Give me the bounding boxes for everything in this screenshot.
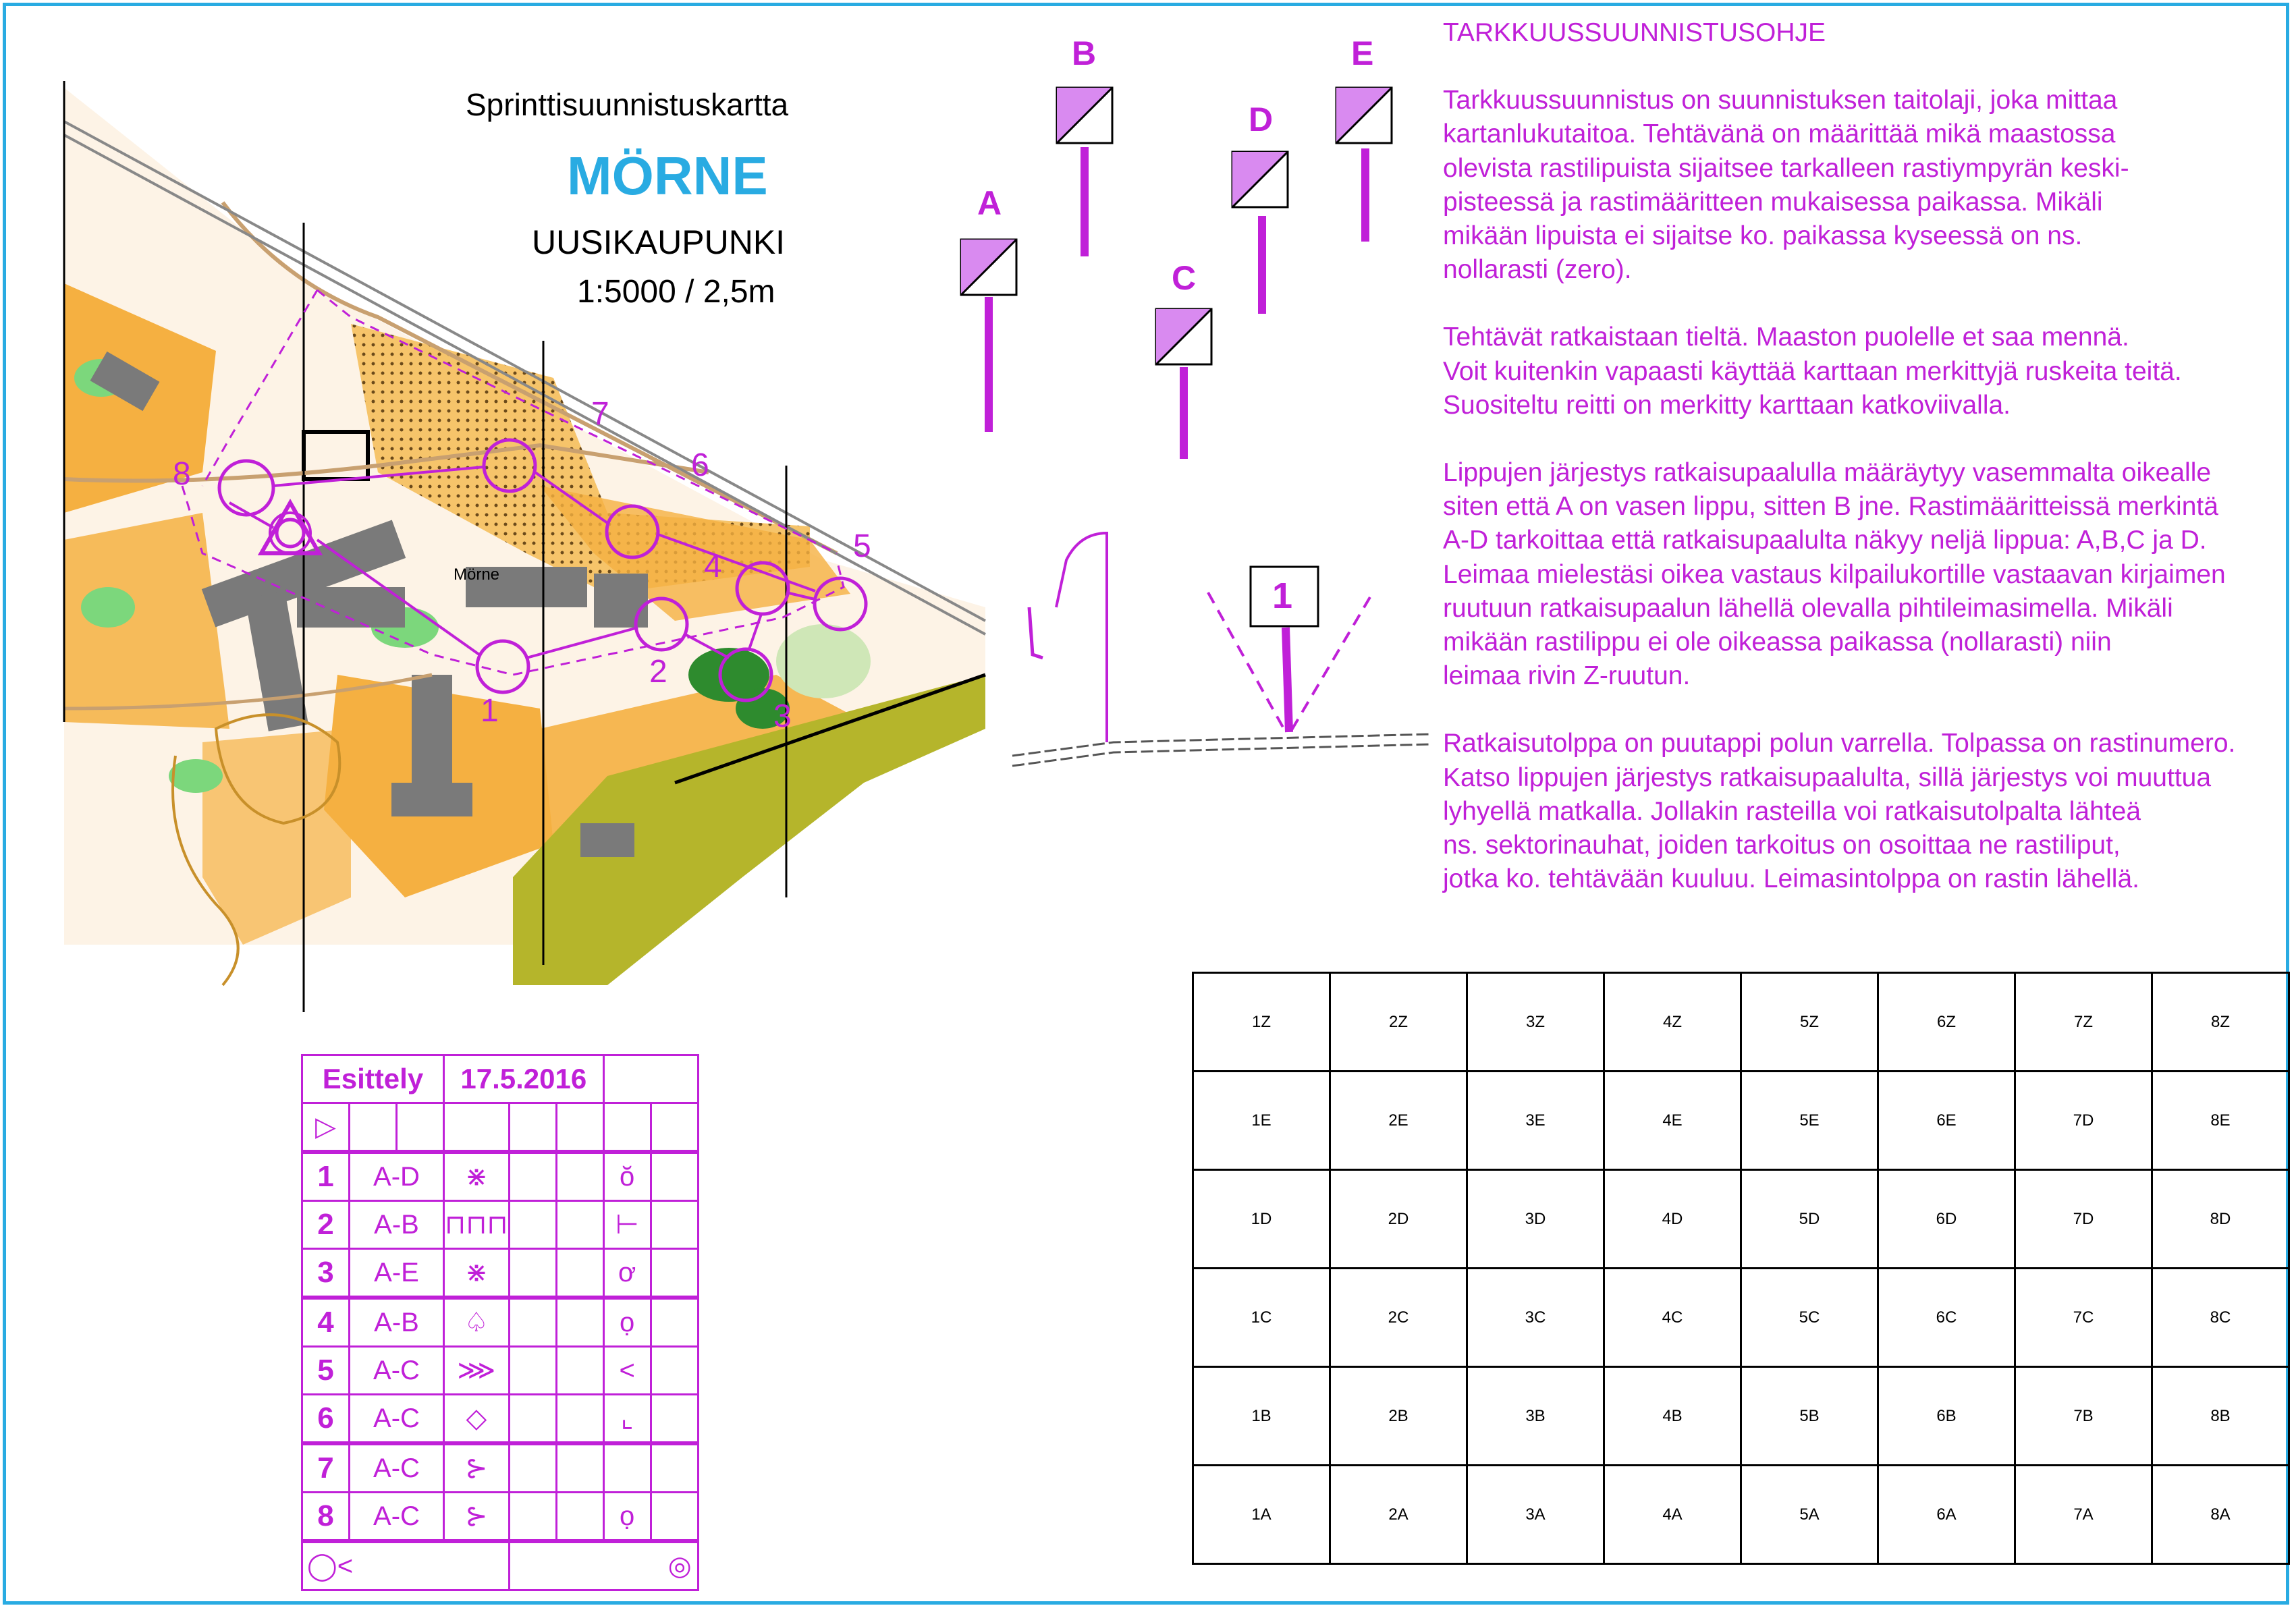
desc-event-name: Esittely bbox=[302, 1055, 444, 1103]
desc-feature-icon: ⊓⊓⊓ bbox=[444, 1201, 510, 1249]
answer-cell[interactable]: 3B bbox=[1467, 1367, 1604, 1466]
answer-cell[interactable]: 1C bbox=[1193, 1269, 1330, 1367]
desc-detail-icon: ⌞ bbox=[603, 1395, 651, 1444]
answer-cell[interactable]: 3C bbox=[1467, 1269, 1604, 1367]
answer-cell[interactable]: 6D bbox=[1878, 1170, 2015, 1269]
instructions-para-3: Lippujen järjestys ratkaisupaalulla määräytyy vasemmalta oikealle siten että A on vasen lippu, sitten B jne. Rastimääritteissä merkintä A-D tarkoittaa että ratkaisupaalulta näkyy neljä lippua: A,B,C ja D. Leimaa mielestäsi oikea vastaus kilpailukortille vastaavan kirjaimen ruutuun ratkaisupaalun lähellä olevalla pihtileimasimella. Mikäli mikään rastilippu ei ole oikeassa paikassa (nollarasti) niin leimaa rivin Z-ruutun. bbox=[1443, 458, 2226, 691]
answer-cell[interactable]: 1B bbox=[1193, 1367, 1330, 1466]
control-number-6: 6 bbox=[691, 447, 709, 483]
desc-control-number: 5 bbox=[302, 1347, 350, 1395]
desc-detail-icon: ọ bbox=[603, 1493, 651, 1542]
answer-cell[interactable]: 6A bbox=[1878, 1466, 2015, 1564]
answer-cell[interactable]: 2A bbox=[1330, 1466, 1467, 1564]
answer-cell[interactable]: 5B bbox=[1741, 1367, 1878, 1466]
answer-cell[interactable]: 6E bbox=[1878, 1072, 2015, 1170]
answer-cell[interactable]: 5A bbox=[1741, 1466, 1878, 1564]
map-terrain bbox=[64, 81, 985, 1012]
desc-feature-icon: ⊱ bbox=[444, 1493, 510, 1542]
answer-cell[interactable]: 8E bbox=[2152, 1072, 2289, 1170]
answer-row bbox=[1193, 1466, 2289, 1564]
desc-date: 17.5.2016 bbox=[444, 1055, 604, 1103]
answer-cell[interactable]: 4C bbox=[1604, 1269, 1741, 1367]
desc-detail-icon: ŏ bbox=[603, 1152, 651, 1201]
answer-cell[interactable]: 5C bbox=[1741, 1269, 1878, 1367]
answer-cell[interactable]: 1E bbox=[1193, 1072, 1330, 1170]
desc-feature-icon: ♤ bbox=[444, 1298, 510, 1347]
desc-detail-icon: < bbox=[603, 1347, 651, 1395]
answer-cell[interactable]: 4E bbox=[1604, 1072, 1741, 1170]
instructions-para-4: Ratkaisutolppa on puutappi polun varrella. Tolpassa on rastinumero. Katso lippujen järjestys ratkaisupaalulta, sillä järjestys voi muuttua lyhyellä matkalla. Jollakin rasteilla voi ratkaisutolpalta lähteä ns. sektorinauhat, joiden tarkoitus on osoittaa ne rastiliput, jotka ko. tehtävään kuuluu. Leimasintolppa on rastin lähellä. bbox=[1443, 729, 2236, 894]
answer-cell[interactable]: 4Z bbox=[1604, 973, 1741, 1072]
control-post-sector bbox=[1012, 533, 1431, 766]
desc-start-row bbox=[302, 1103, 699, 1153]
desc-control-row bbox=[302, 1201, 699, 1249]
answer-cell[interactable]: 1D bbox=[1193, 1170, 1330, 1269]
answer-cell[interactable]: 4A bbox=[1604, 1466, 1741, 1564]
answer-cell[interactable]: 1Z bbox=[1193, 973, 1330, 1072]
flags-diagram bbox=[961, 88, 1431, 766]
desc-flags-range: A-E bbox=[350, 1249, 444, 1298]
answer-cell[interactable]: 8C bbox=[2152, 1269, 2289, 1367]
control-number-8: 8 bbox=[173, 456, 191, 492]
answer-cell[interactable]: 4B bbox=[1604, 1367, 1741, 1466]
finish-right-icon: ◎ bbox=[509, 1541, 698, 1590]
desc-control-number: 1 bbox=[302, 1152, 350, 1201]
instructions-heading: TARKKUUSSUUNNISTUSOHJE bbox=[1443, 18, 1826, 47]
desc-finish-row bbox=[302, 1541, 699, 1590]
desc-feature-icon: ⊱ bbox=[444, 1443, 510, 1493]
desc-feature-icon: ⋇ bbox=[444, 1249, 510, 1298]
desc-control-row bbox=[302, 1395, 699, 1444]
answer-cell[interactable]: 8Z bbox=[2152, 973, 2289, 1072]
answer-cell[interactable]: 6B bbox=[1878, 1367, 2015, 1466]
map-subtitle: Sprinttisuunnistuskartta bbox=[466, 87, 789, 122]
answer-card-grid bbox=[1192, 972, 2290, 1565]
answer-row bbox=[1193, 973, 2289, 1072]
answer-cell[interactable]: 4D bbox=[1604, 1170, 1741, 1269]
control-number-3: 3 bbox=[773, 698, 792, 734]
answer-cell[interactable]: 1A bbox=[1193, 1466, 1330, 1564]
map-scale: 1:5000 / 2,5m bbox=[577, 274, 775, 310]
flag-e bbox=[1336, 88, 1392, 242]
desc-detail-icon: ⊢ bbox=[603, 1201, 651, 1249]
desc-control-number: 7 bbox=[302, 1443, 350, 1493]
instructions bbox=[1443, 16, 2287, 930]
desc-flags-range: A-C bbox=[350, 1443, 444, 1493]
control-number-1: 1 bbox=[481, 693, 499, 729]
desc-flags-range: A-B bbox=[350, 1298, 444, 1347]
answer-row bbox=[1193, 1170, 2289, 1269]
control-descriptions bbox=[301, 1054, 699, 1591]
answer-cell[interactable]: 6Z bbox=[1878, 973, 2015, 1072]
map-name: MÖRNE bbox=[567, 146, 768, 206]
flag-c bbox=[1156, 309, 1211, 459]
answer-cell[interactable]: 8B bbox=[2152, 1367, 2289, 1466]
desc-control-row bbox=[302, 1493, 699, 1542]
answer-cell[interactable]: 7C bbox=[2015, 1269, 2152, 1367]
desc-flags-range: A-B bbox=[350, 1201, 444, 1249]
desc-header-row bbox=[302, 1055, 699, 1103]
answer-cell[interactable]: 5E bbox=[1741, 1072, 1878, 1170]
answer-cell[interactable]: 2E bbox=[1330, 1072, 1467, 1170]
desc-detail-icon: ọ bbox=[603, 1298, 651, 1347]
control-number-7: 7 bbox=[591, 396, 609, 432]
map-town: UUSIKAUPUNKI bbox=[532, 223, 786, 261]
desc-feature-icon: ⋙ bbox=[444, 1347, 510, 1395]
answer-row bbox=[1193, 1269, 2289, 1367]
desc-control-number: 2 bbox=[302, 1201, 350, 1249]
answer-cell[interactable]: 7D bbox=[2015, 1170, 2152, 1269]
desc-flags-range: A-C bbox=[350, 1347, 444, 1395]
answer-cell[interactable]: 3E bbox=[1467, 1072, 1604, 1170]
answer-cell[interactable]: 6C bbox=[1878, 1269, 2015, 1367]
flag-letter-c: C bbox=[1172, 259, 1197, 297]
control-number-4: 4 bbox=[704, 549, 722, 584]
desc-detail-icon bbox=[603, 1443, 651, 1493]
desc-control-row bbox=[302, 1249, 699, 1298]
flag-letter-d: D bbox=[1249, 101, 1274, 138]
control-post-number: 1 bbox=[1272, 576, 1293, 616]
answer-cell[interactable]: 2D bbox=[1330, 1170, 1467, 1269]
desc-control-number: 4 bbox=[302, 1298, 350, 1347]
desc-feature-icon: ⋇ bbox=[444, 1152, 510, 1201]
answer-cell[interactable]: 7A bbox=[2015, 1466, 2152, 1564]
flag-a bbox=[961, 240, 1016, 432]
flag-d bbox=[1232, 152, 1288, 314]
answer-cell[interactable]: 5Z bbox=[1741, 973, 1878, 1072]
answer-cell[interactable]: 7Z bbox=[2015, 973, 2152, 1072]
answer-row bbox=[1193, 1367, 2289, 1466]
flag-letter-b: B bbox=[1072, 34, 1097, 72]
desc-control-row bbox=[302, 1443, 699, 1493]
answer-cell[interactable]: 2C bbox=[1330, 1269, 1467, 1367]
answer-cell[interactable]: 3A bbox=[1467, 1466, 1604, 1564]
answer-cell[interactable]: 5D bbox=[1741, 1170, 1878, 1269]
answer-cell[interactable]: 2Z bbox=[1330, 973, 1467, 1072]
instructions-para-2: Tehtävät ratkaistaan tieltä. Maaston puolelle et saa mennä. Voit kuitenkin vapaasti käyttää karttaan merkittyjä ruskeita teitä. Suositeltu reitti on merkitty karttaan katkoviivalla. bbox=[1443, 323, 2182, 420]
answer-cell[interactable]: 3Z bbox=[1467, 973, 1604, 1072]
desc-control-row bbox=[302, 1298, 699, 1347]
desc-detail-icon: ơ bbox=[603, 1249, 651, 1298]
desc-flags-range: A-D bbox=[350, 1152, 444, 1201]
answer-cell[interactable]: 7D bbox=[2015, 1072, 2152, 1170]
answer-row bbox=[1193, 1072, 2289, 1170]
desc-control-number: 8 bbox=[302, 1493, 350, 1542]
desc-control-row bbox=[302, 1152, 699, 1201]
control-number-2: 2 bbox=[649, 654, 667, 690]
place-label: Mörne bbox=[454, 565, 500, 584]
desc-flags-range: A-C bbox=[350, 1395, 444, 1444]
desc-flags-range: A-C bbox=[350, 1493, 444, 1542]
control-number-5: 5 bbox=[853, 528, 871, 564]
desc-control-number: 3 bbox=[302, 1249, 350, 1298]
finish-left-icon: ◯< bbox=[302, 1541, 510, 1590]
desc-control-row bbox=[302, 1347, 699, 1395]
answer-cell[interactable]: 7B bbox=[2015, 1367, 2152, 1466]
answer-cell[interactable]: 2B bbox=[1330, 1367, 1467, 1466]
answer-cell[interactable]: 8A bbox=[2152, 1466, 2289, 1564]
flag-letter-a: A bbox=[977, 184, 1002, 222]
answer-cell[interactable]: 3D bbox=[1467, 1170, 1604, 1269]
start-symbol-icon: ▷ bbox=[302, 1103, 350, 1153]
flag-b bbox=[1057, 88, 1112, 256]
answer-cell[interactable]: 8D bbox=[2152, 1170, 2289, 1269]
instructions-para-1: Tarkkuussuunnistus on suunnistuksen taitolaji, joka mittaa kartanlukutaitoa. Tehtävänä on määrittää mikä maastossa olevista rastilipuista sijaitsee tarkalleen rastiympyrän keski- pisteessä ja rastimääritteen mukaisessa paikassa. Mikäli mikään lipuista ei sijaitse ko. paikassa kyseessä on ns. nollarasti (zero). bbox=[1443, 86, 2129, 285]
desc-control-number: 6 bbox=[302, 1395, 350, 1444]
flag-letter-e: E bbox=[1351, 34, 1374, 72]
desc-feature-icon: ◇ bbox=[444, 1395, 510, 1444]
